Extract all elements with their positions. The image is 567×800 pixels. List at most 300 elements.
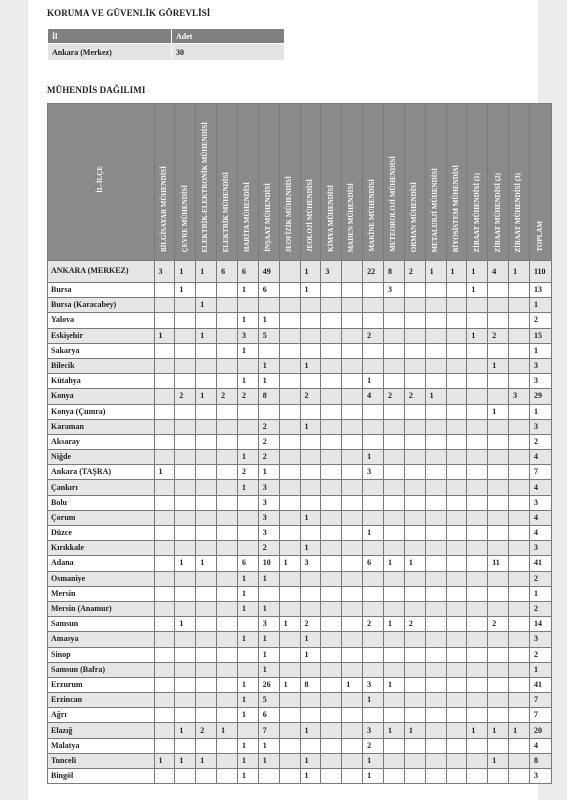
- value-cell: [404, 434, 425, 449]
- value-cell: [446, 343, 467, 358]
- value-cell: [279, 298, 300, 313]
- value-cell: [279, 586, 300, 601]
- value-cell: [196, 283, 217, 298]
- value-cell: 1: [300, 283, 321, 298]
- value-cell: [488, 465, 509, 480]
- value-cell: [467, 358, 488, 373]
- value-cell: 110: [529, 261, 551, 283]
- value-cell: [425, 769, 446, 784]
- province-cell: Konya (Çumra): [48, 404, 155, 419]
- value-cell: [383, 662, 404, 677]
- value-cell: 3: [258, 526, 279, 541]
- value-cell: [446, 556, 467, 571]
- value-cell: [509, 495, 530, 510]
- value-cell: 1: [529, 298, 551, 313]
- value-cell: [425, 495, 446, 510]
- value-cell: [342, 738, 363, 753]
- value-cell: 4: [529, 450, 551, 465]
- value-cell: [237, 526, 258, 541]
- value-cell: 4: [529, 738, 551, 753]
- value-cell: [196, 571, 217, 586]
- value-cell: 1: [175, 617, 196, 632]
- value-cell: [509, 556, 530, 571]
- table-row: [48, 647, 552, 662]
- value-cell: [196, 480, 217, 495]
- value-cell: [279, 343, 300, 358]
- value-cell: [154, 738, 175, 753]
- column-header-label: ORMAN MÜHENDİSİ: [410, 181, 419, 252]
- value-cell: 1: [300, 261, 321, 283]
- value-cell: [383, 526, 404, 541]
- value-cell: [467, 632, 488, 647]
- value-cell: [446, 404, 467, 419]
- value-cell: [321, 662, 342, 677]
- value-cell: [488, 283, 509, 298]
- value-cell: [446, 434, 467, 449]
- value-cell: [467, 541, 488, 556]
- value-cell: 26: [258, 677, 279, 692]
- value-cell: [467, 586, 488, 601]
- column-header: [404, 104, 425, 261]
- value-cell: [488, 313, 509, 328]
- value-cell: [321, 465, 342, 480]
- koruma-cell-adet: 30: [172, 44, 285, 61]
- table-row: [48, 434, 552, 449]
- value-cell: 1: [154, 328, 175, 343]
- value-cell: [446, 298, 467, 313]
- value-cell: [446, 708, 467, 723]
- value-cell: 1: [237, 601, 258, 616]
- value-cell: 2: [529, 434, 551, 449]
- value-cell: [509, 526, 530, 541]
- value-cell: 2: [383, 389, 404, 404]
- column-header: [196, 104, 217, 261]
- value-cell: 1: [237, 480, 258, 495]
- value-cell: [363, 283, 384, 298]
- value-cell: 1: [488, 753, 509, 768]
- value-cell: [509, 419, 530, 434]
- value-cell: [509, 404, 530, 419]
- value-cell: 2: [363, 738, 384, 753]
- value-cell: [175, 541, 196, 556]
- value-cell: [217, 617, 238, 632]
- value-cell: 1: [237, 571, 258, 586]
- value-cell: [300, 708, 321, 723]
- value-cell: [175, 480, 196, 495]
- column-header: [237, 104, 258, 261]
- value-cell: [467, 738, 488, 753]
- value-cell: [154, 374, 175, 389]
- table-row: [48, 601, 552, 616]
- value-cell: [425, 404, 446, 419]
- value-cell: [383, 358, 404, 373]
- value-cell: [467, 450, 488, 465]
- value-cell: [154, 343, 175, 358]
- value-cell: [383, 434, 404, 449]
- value-cell: [154, 693, 175, 708]
- value-cell: 1: [279, 617, 300, 632]
- value-cell: [300, 465, 321, 480]
- value-cell: [509, 601, 530, 616]
- province-cell: Ankara (TAŞRA): [48, 465, 155, 480]
- value-cell: [404, 374, 425, 389]
- value-cell: [425, 556, 446, 571]
- value-cell: [196, 313, 217, 328]
- value-cell: [342, 450, 363, 465]
- value-cell: [342, 510, 363, 525]
- value-cell: [321, 404, 342, 419]
- value-cell: [342, 708, 363, 723]
- value-cell: [196, 510, 217, 525]
- value-cell: [446, 283, 467, 298]
- koruma-header-il: İl: [48, 29, 172, 44]
- value-cell: 41: [529, 677, 551, 692]
- value-cell: [467, 389, 488, 404]
- value-cell: 1: [258, 753, 279, 768]
- value-cell: 2: [217, 389, 238, 404]
- value-cell: [363, 510, 384, 525]
- value-cell: [383, 693, 404, 708]
- muhendis-section-title: MÜHENDİS DAĞILIMI: [47, 85, 146, 95]
- value-cell: 1: [237, 677, 258, 692]
- value-cell: [425, 419, 446, 434]
- value-cell: [467, 571, 488, 586]
- value-cell: [321, 495, 342, 510]
- value-cell: [300, 480, 321, 495]
- value-cell: [342, 283, 363, 298]
- value-cell: [217, 298, 238, 313]
- value-cell: 3: [529, 632, 551, 647]
- value-cell: [488, 298, 509, 313]
- value-cell: [425, 313, 446, 328]
- value-cell: [300, 404, 321, 419]
- value-cell: [196, 662, 217, 677]
- value-cell: [467, 419, 488, 434]
- value-cell: [383, 647, 404, 662]
- value-cell: 1: [279, 677, 300, 692]
- value-cell: [404, 753, 425, 768]
- value-cell: [383, 343, 404, 358]
- value-cell: [342, 617, 363, 632]
- value-cell: 3: [237, 328, 258, 343]
- value-cell: [404, 647, 425, 662]
- table-row: [48, 693, 552, 708]
- value-cell: [509, 480, 530, 495]
- koruma-section-title: KORUMA VE GÜVENLİK GÖREVLİSİ: [47, 8, 211, 18]
- value-cell: [321, 510, 342, 525]
- value-cell: 2: [175, 389, 196, 404]
- value-cell: [488, 434, 509, 449]
- value-cell: [175, 662, 196, 677]
- value-cell: [509, 510, 530, 525]
- value-cell: [467, 601, 488, 616]
- column-header-label: JEOFİZİK MÜHENDİSİ: [284, 175, 293, 252]
- value-cell: 14: [529, 617, 551, 632]
- value-cell: [154, 526, 175, 541]
- province-cell: Adana: [48, 556, 155, 571]
- value-cell: [196, 617, 217, 632]
- value-cell: [217, 556, 238, 571]
- value-cell: [467, 617, 488, 632]
- value-cell: 13: [529, 283, 551, 298]
- value-cell: [446, 419, 467, 434]
- value-cell: [404, 541, 425, 556]
- value-cell: [404, 738, 425, 753]
- value-cell: 1: [425, 261, 446, 283]
- value-cell: [321, 693, 342, 708]
- value-cell: [488, 601, 509, 616]
- value-cell: 1: [258, 358, 279, 373]
- value-cell: [321, 389, 342, 404]
- province-cell: Amasya: [48, 632, 155, 647]
- value-cell: [404, 662, 425, 677]
- value-cell: [509, 677, 530, 692]
- column-header: [48, 104, 155, 261]
- value-cell: 1: [154, 465, 175, 480]
- value-cell: [154, 480, 175, 495]
- value-cell: [425, 601, 446, 616]
- province-cell: Bursa (Karacabey): [48, 298, 155, 313]
- value-cell: [342, 434, 363, 449]
- value-cell: [175, 677, 196, 692]
- muhendis-table: [47, 103, 552, 784]
- value-cell: [342, 404, 363, 419]
- value-cell: [196, 708, 217, 723]
- value-cell: [425, 662, 446, 677]
- value-cell: [279, 450, 300, 465]
- value-cell: [509, 571, 530, 586]
- value-cell: [217, 541, 238, 556]
- value-cell: [509, 328, 530, 343]
- value-cell: 2: [258, 434, 279, 449]
- value-cell: 7: [529, 693, 551, 708]
- value-cell: [300, 450, 321, 465]
- column-header: [342, 104, 363, 261]
- column-header-label: ÇEVRE MÜHENDİSİ: [180, 184, 189, 252]
- value-cell: [196, 541, 217, 556]
- value-cell: 1: [300, 769, 321, 784]
- value-cell: [467, 465, 488, 480]
- value-cell: [425, 723, 446, 738]
- value-cell: [467, 343, 488, 358]
- value-cell: [321, 571, 342, 586]
- value-cell: [383, 753, 404, 768]
- value-cell: 3: [154, 261, 175, 283]
- value-cell: 6: [363, 556, 384, 571]
- value-cell: [488, 738, 509, 753]
- value-cell: 1: [258, 374, 279, 389]
- value-cell: [446, 495, 467, 510]
- table-row: [48, 480, 552, 495]
- value-cell: [363, 708, 384, 723]
- value-cell: 1: [300, 541, 321, 556]
- value-cell: [446, 480, 467, 495]
- value-cell: [237, 647, 258, 662]
- value-cell: [383, 541, 404, 556]
- value-cell: [363, 495, 384, 510]
- value-cell: 8: [529, 753, 551, 768]
- value-cell: 1: [383, 723, 404, 738]
- value-cell: 10: [258, 556, 279, 571]
- value-cell: 1: [196, 328, 217, 343]
- value-cell: [363, 662, 384, 677]
- value-cell: [509, 617, 530, 632]
- column-header-label: TOPLAM: [535, 221, 544, 252]
- value-cell: [383, 465, 404, 480]
- value-cell: [217, 586, 238, 601]
- value-cell: [383, 495, 404, 510]
- value-cell: 1: [175, 556, 196, 571]
- province-cell: Çorum: [48, 510, 155, 525]
- province-cell: Ağrı: [48, 708, 155, 723]
- table-row: [48, 313, 552, 328]
- table-row: [48, 556, 552, 571]
- value-cell: [321, 601, 342, 616]
- value-cell: [279, 738, 300, 753]
- value-cell: 1: [237, 753, 258, 768]
- value-cell: [300, 571, 321, 586]
- value-cell: [321, 708, 342, 723]
- value-cell: [404, 677, 425, 692]
- value-cell: 1: [383, 617, 404, 632]
- value-cell: 1: [258, 662, 279, 677]
- column-header: [300, 104, 321, 261]
- value-cell: 3: [258, 510, 279, 525]
- value-cell: [488, 647, 509, 662]
- table-row: [48, 495, 552, 510]
- value-cell: [342, 647, 363, 662]
- value-cell: [467, 708, 488, 723]
- value-cell: [321, 738, 342, 753]
- value-cell: [363, 358, 384, 373]
- value-cell: [279, 647, 300, 662]
- value-cell: 1: [258, 571, 279, 586]
- value-cell: [321, 556, 342, 571]
- value-cell: [217, 632, 238, 647]
- value-cell: [175, 313, 196, 328]
- value-cell: [425, 358, 446, 373]
- province-cell: Mersin (Anamur): [48, 601, 155, 616]
- value-cell: [404, 358, 425, 373]
- value-cell: [196, 601, 217, 616]
- value-cell: [217, 647, 238, 662]
- value-cell: [383, 480, 404, 495]
- document-page: [28, 0, 546, 800]
- value-cell: [321, 343, 342, 358]
- value-cell: [237, 723, 258, 738]
- column-header: [529, 104, 551, 261]
- value-cell: 1: [467, 328, 488, 343]
- value-cell: [509, 693, 530, 708]
- value-cell: 3: [529, 495, 551, 510]
- province-cell: Kırıkkale: [48, 541, 155, 556]
- value-cell: 1: [488, 404, 509, 419]
- value-cell: [446, 526, 467, 541]
- value-cell: [404, 693, 425, 708]
- value-cell: [488, 374, 509, 389]
- value-cell: 15: [529, 328, 551, 343]
- value-cell: [321, 313, 342, 328]
- column-header: [363, 104, 384, 261]
- value-cell: [383, 419, 404, 434]
- value-cell: [279, 328, 300, 343]
- value-cell: [425, 632, 446, 647]
- value-cell: [488, 708, 509, 723]
- value-cell: [237, 662, 258, 677]
- value-cell: [154, 617, 175, 632]
- column-header-label: MADEN MÜHENDİSİ: [347, 182, 356, 252]
- value-cell: [383, 510, 404, 525]
- value-cell: [279, 510, 300, 525]
- value-cell: 1: [300, 510, 321, 525]
- table-row: [48, 769, 552, 784]
- value-cell: [488, 343, 509, 358]
- value-cell: [342, 419, 363, 434]
- value-cell: [237, 298, 258, 313]
- value-cell: [363, 298, 384, 313]
- value-cell: [154, 434, 175, 449]
- value-cell: [154, 450, 175, 465]
- column-header-label: MAKİNE MÜHENDİSİ: [368, 179, 377, 252]
- value-cell: [196, 738, 217, 753]
- value-cell: [196, 434, 217, 449]
- value-cell: [217, 450, 238, 465]
- value-cell: [279, 601, 300, 616]
- value-cell: [217, 283, 238, 298]
- value-cell: [175, 601, 196, 616]
- value-cell: [300, 328, 321, 343]
- value-cell: 4: [529, 480, 551, 495]
- value-cell: [196, 677, 217, 692]
- value-cell: 2: [404, 389, 425, 404]
- column-header-label: İL-İLÇE: [96, 166, 105, 193]
- value-cell: [300, 434, 321, 449]
- value-cell: [383, 601, 404, 616]
- value-cell: [258, 298, 279, 313]
- value-cell: 3: [258, 617, 279, 632]
- value-cell: [404, 632, 425, 647]
- value-cell: [217, 434, 238, 449]
- column-header: [258, 104, 279, 261]
- value-cell: 6: [217, 261, 238, 283]
- value-cell: [154, 769, 175, 784]
- value-cell: [196, 374, 217, 389]
- value-cell: [363, 541, 384, 556]
- value-cell: 2: [529, 571, 551, 586]
- value-cell: [279, 708, 300, 723]
- value-cell: [342, 261, 363, 283]
- value-cell: [467, 753, 488, 768]
- value-cell: [446, 389, 467, 404]
- value-cell: [154, 298, 175, 313]
- value-cell: [404, 465, 425, 480]
- value-cell: [467, 677, 488, 692]
- value-cell: 3: [300, 556, 321, 571]
- province-cell: Elazığ: [48, 723, 155, 738]
- value-cell: 3: [529, 358, 551, 373]
- province-cell: Bursa: [48, 283, 155, 298]
- value-cell: [342, 662, 363, 677]
- value-cell: [321, 480, 342, 495]
- table-row: [48, 510, 552, 525]
- koruma-data-row: [48, 44, 285, 61]
- value-cell: [258, 343, 279, 358]
- value-cell: [509, 647, 530, 662]
- value-cell: [425, 298, 446, 313]
- value-cell: 1: [175, 261, 196, 283]
- column-header-label: KİMYA MÜHENDİSİ: [326, 185, 335, 252]
- value-cell: [425, 571, 446, 586]
